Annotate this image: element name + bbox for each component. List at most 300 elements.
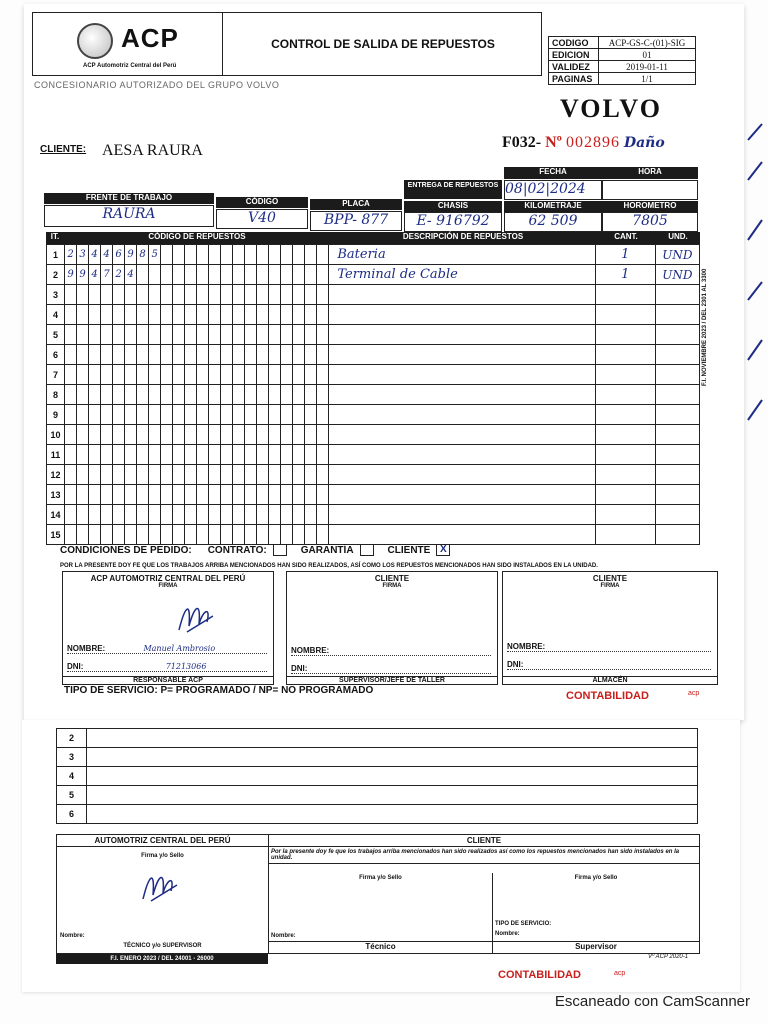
code-digit-cell[interactable]: 4 [125, 265, 137, 285]
code-digit-cell[interactable] [209, 365, 221, 385]
lower-item-cell[interactable] [87, 729, 698, 748]
code-digit-cell[interactable] [209, 325, 221, 345]
code-digit-cell[interactable] [221, 325, 233, 345]
code-digit-cell[interactable] [185, 525, 197, 545]
item-unit[interactable] [655, 485, 699, 505]
code-digit-cell[interactable] [245, 305, 257, 325]
item-unit[interactable] [655, 325, 699, 345]
code-digit-cell[interactable] [221, 445, 233, 465]
code-digit-cell[interactable] [245, 525, 257, 545]
code-digit-cell[interactable] [305, 345, 317, 365]
code-digit-cell[interactable] [185, 365, 197, 385]
item-quantity[interactable] [595, 345, 655, 365]
code-digit-cell[interactable] [233, 505, 245, 525]
code-digit-cell[interactable] [305, 425, 317, 445]
item-quantity[interactable] [595, 365, 655, 385]
code-digit-cell[interactable] [281, 325, 293, 345]
code-digit-cell[interactable] [89, 325, 101, 345]
code-digit-cell[interactable] [77, 465, 89, 485]
lower-item-cell[interactable] [87, 805, 698, 824]
code-digit-cell[interactable] [293, 365, 305, 385]
code-digit-cell[interactable] [221, 285, 233, 305]
garantia-checkbox[interactable] [360, 544, 374, 556]
code-digit-cell[interactable] [149, 425, 161, 445]
code-digit-cell[interactable] [209, 485, 221, 505]
code-digit-cell[interactable] [233, 245, 245, 265]
code-digit-cell[interactable] [317, 345, 329, 365]
contrato-checkbox[interactable] [273, 544, 287, 556]
code-digit-cell[interactable] [161, 305, 173, 325]
code-digit-cell[interactable] [245, 325, 257, 345]
item-quantity[interactable] [595, 385, 655, 405]
code-digit-cell[interactable] [317, 245, 329, 265]
code-digit-cell[interactable] [65, 485, 77, 505]
code-digit-cell[interactable] [185, 345, 197, 365]
code-digit-cell[interactable] [113, 385, 125, 405]
code-digit-cell[interactable] [101, 465, 113, 485]
code-digit-cell[interactable] [125, 385, 137, 405]
code-digit-cell[interactable] [305, 365, 317, 385]
code-digit-cell[interactable] [245, 385, 257, 405]
code-digit-cell[interactable] [269, 485, 281, 505]
code-digit-cell[interactable] [173, 485, 185, 505]
code-digit-cell[interactable] [65, 325, 77, 345]
code-digit-cell[interactable] [113, 285, 125, 305]
code-digit-cell[interactable] [269, 325, 281, 345]
code-digit-cell[interactable] [269, 505, 281, 525]
code-digit-cell[interactable] [173, 285, 185, 305]
code-digit-cell[interactable] [257, 445, 269, 465]
code-digit-cell[interactable] [137, 365, 149, 385]
code-digit-cell[interactable] [305, 285, 317, 305]
code-digit-cell[interactable] [197, 445, 209, 465]
code-digit-cell[interactable] [281, 345, 293, 365]
code-digit-cell[interactable] [209, 465, 221, 485]
code-digit-cell[interactable] [185, 245, 197, 265]
code-digit-cell[interactable] [65, 465, 77, 485]
code-digit-cell[interactable] [89, 285, 101, 305]
code-digit-cell[interactable] [317, 445, 329, 465]
code-digit-cell[interactable] [65, 425, 77, 445]
code-digit-cell[interactable] [89, 445, 101, 465]
code-digit-cell[interactable] [245, 265, 257, 285]
item-quantity[interactable] [595, 465, 655, 485]
code-digit-cell[interactable] [233, 445, 245, 465]
code-digit-cell[interactable] [233, 305, 245, 325]
code-digit-cell[interactable] [245, 365, 257, 385]
code-digit-cell[interactable] [89, 525, 101, 545]
code-digit-cell[interactable] [221, 485, 233, 505]
code-digit-cell[interactable] [77, 445, 89, 465]
code-digit-cell[interactable] [197, 285, 209, 305]
item-unit[interactable] [655, 385, 699, 405]
code-digit-cell[interactable] [257, 365, 269, 385]
code-digit-cell[interactable] [305, 245, 317, 265]
code-digit-cell[interactable] [161, 465, 173, 485]
code-digit-cell[interactable] [185, 445, 197, 465]
code-digit-cell[interactable] [77, 345, 89, 365]
code-digit-cell[interactable] [209, 345, 221, 365]
code-digit-cell[interactable] [125, 305, 137, 325]
code-digit-cell[interactable] [197, 405, 209, 425]
code-digit-cell[interactable] [173, 265, 185, 285]
code-digit-cell[interactable] [281, 525, 293, 545]
code-digit-cell[interactable] [221, 425, 233, 445]
code-digit-cell[interactable] [149, 485, 161, 505]
code-digit-cell[interactable] [317, 385, 329, 405]
code-digit-cell[interactable] [113, 405, 125, 425]
code-digit-cell[interactable]: 4 [101, 245, 113, 265]
code-digit-cell[interactable] [161, 405, 173, 425]
lower-item-cell[interactable] [87, 767, 698, 786]
code-digit-cell[interactable] [77, 325, 89, 345]
code-digit-cell[interactable] [89, 505, 101, 525]
code-digit-cell[interactable] [293, 265, 305, 285]
code-digit-cell[interactable] [101, 425, 113, 445]
code-digit-cell[interactable] [101, 525, 113, 545]
item-quantity[interactable] [595, 525, 655, 545]
code-digit-cell[interactable] [197, 485, 209, 505]
item-description[interactable] [329, 285, 595, 305]
code-digit-cell[interactable] [293, 505, 305, 525]
code-digit-cell[interactable] [305, 485, 317, 505]
code-digit-cell[interactable] [209, 505, 221, 525]
item-quantity[interactable] [595, 485, 655, 505]
code-digit-cell[interactable] [185, 425, 197, 445]
code-digit-cell[interactable] [113, 345, 125, 365]
code-digit-cell[interactable] [221, 505, 233, 525]
code-digit-cell[interactable]: 3 [77, 245, 89, 265]
code-digit-cell[interactable] [125, 285, 137, 305]
code-digit-cell[interactable] [161, 385, 173, 405]
code-digit-cell[interactable] [281, 385, 293, 405]
code-digit-cell[interactable] [257, 345, 269, 365]
code-digit-cell[interactable] [65, 385, 77, 405]
code-digit-cell[interactable] [161, 265, 173, 285]
code-digit-cell[interactable] [137, 325, 149, 345]
code-digit-cell[interactable] [185, 385, 197, 405]
code-digit-cell[interactable] [137, 425, 149, 445]
code-digit-cell[interactable] [245, 465, 257, 485]
code-digit-cell[interactable]: 7 [101, 265, 113, 285]
code-digit-cell[interactable] [125, 465, 137, 485]
code-digit-cell[interactable] [209, 425, 221, 445]
code-digit-cell[interactable] [173, 345, 185, 365]
code-digit-cell[interactable] [89, 305, 101, 325]
code-digit-cell[interactable] [89, 485, 101, 505]
code-digit-cell[interactable] [257, 305, 269, 325]
code-digit-cell[interactable] [137, 385, 149, 405]
code-digit-cell[interactable] [65, 345, 77, 365]
code-digit-cell[interactable] [221, 465, 233, 485]
code-digit-cell[interactable] [185, 405, 197, 425]
code-digit-cell[interactable] [137, 505, 149, 525]
item-unit[interactable] [655, 305, 699, 325]
code-digit-cell[interactable] [185, 285, 197, 305]
code-digit-cell[interactable] [197, 305, 209, 325]
item-description[interactable] [329, 385, 595, 405]
code-digit-cell[interactable] [209, 265, 221, 285]
code-digit-cell[interactable] [185, 265, 197, 285]
code-digit-cell[interactable] [89, 405, 101, 425]
code-digit-cell[interactable] [113, 485, 125, 505]
code-digit-cell[interactable] [77, 525, 89, 545]
code-digit-cell[interactable] [125, 485, 137, 505]
code-digit-cell[interactable] [209, 285, 221, 305]
code-digit-cell[interactable] [317, 285, 329, 305]
item-unit[interactable] [655, 505, 699, 525]
code-digit-cell[interactable] [137, 485, 149, 505]
code-digit-cell[interactable] [245, 245, 257, 265]
code-digit-cell[interactable] [173, 405, 185, 425]
code-digit-cell[interactable] [305, 445, 317, 465]
code-digit-cell[interactable] [257, 485, 269, 505]
code-digit-cell[interactable] [233, 385, 245, 405]
code-digit-cell[interactable] [257, 405, 269, 425]
item-description[interactable] [329, 485, 595, 505]
code-digit-cell[interactable] [233, 425, 245, 445]
code-digit-cell[interactable] [305, 505, 317, 525]
item-unit[interactable] [655, 525, 699, 545]
code-digit-cell[interactable] [149, 305, 161, 325]
code-digit-cell[interactable] [221, 525, 233, 545]
code-digit-cell[interactable] [161, 505, 173, 525]
code-digit-cell[interactable] [281, 285, 293, 305]
code-digit-cell[interactable] [125, 445, 137, 465]
code-digit-cell[interactable] [173, 305, 185, 325]
item-description[interactable] [329, 465, 595, 485]
code-digit-cell[interactable] [197, 345, 209, 365]
code-digit-cell[interactable] [245, 345, 257, 365]
code-digit-cell[interactable] [77, 505, 89, 525]
code-digit-cell[interactable] [281, 465, 293, 485]
item-description[interactable] [329, 525, 595, 545]
code-digit-cell[interactable] [101, 345, 113, 365]
code-digit-cell[interactable] [293, 445, 305, 465]
code-digit-cell[interactable] [161, 245, 173, 265]
item-unit[interactable] [655, 445, 699, 465]
code-digit-cell[interactable] [173, 365, 185, 385]
code-digit-cell[interactable] [125, 525, 137, 545]
code-digit-cell[interactable] [173, 505, 185, 525]
code-digit-cell[interactable] [137, 305, 149, 325]
code-digit-cell[interactable] [77, 425, 89, 445]
item-quantity[interactable] [595, 405, 655, 425]
code-digit-cell[interactable] [293, 405, 305, 425]
item-quantity[interactable] [595, 505, 655, 525]
code-digit-cell[interactable] [65, 505, 77, 525]
code-digit-cell[interactable] [161, 425, 173, 445]
code-digit-cell[interactable] [269, 365, 281, 385]
code-digit-cell[interactable] [281, 305, 293, 325]
code-digit-cell[interactable] [281, 245, 293, 265]
code-digit-cell[interactable] [185, 465, 197, 485]
code-digit-cell[interactable] [161, 345, 173, 365]
item-quantity[interactable]: 1 [595, 265, 655, 285]
code-digit-cell[interactable] [293, 325, 305, 345]
code-digit-cell[interactable] [113, 365, 125, 385]
code-digit-cell[interactable] [245, 405, 257, 425]
code-digit-cell[interactable] [113, 465, 125, 485]
code-digit-cell[interactable] [317, 465, 329, 485]
code-digit-cell[interactable] [257, 385, 269, 405]
code-digit-cell[interactable] [305, 525, 317, 545]
code-digit-cell[interactable] [221, 305, 233, 325]
code-digit-cell[interactable] [161, 445, 173, 465]
code-digit-cell[interactable] [89, 345, 101, 365]
code-digit-cell[interactable] [317, 325, 329, 345]
code-digit-cell[interactable] [221, 245, 233, 265]
code-digit-cell[interactable] [209, 245, 221, 265]
code-digit-cell[interactable] [221, 265, 233, 285]
code-digit-cell[interactable] [293, 245, 305, 265]
code-digit-cell[interactable] [77, 405, 89, 425]
code-digit-cell[interactable] [209, 305, 221, 325]
code-digit-cell[interactable] [257, 505, 269, 525]
code-digit-cell[interactable] [173, 245, 185, 265]
code-digit-cell[interactable] [281, 505, 293, 525]
item-unit[interactable] [655, 405, 699, 425]
item-quantity[interactable] [595, 445, 655, 465]
code-digit-cell[interactable] [233, 405, 245, 425]
code-digit-cell[interactable] [209, 405, 221, 425]
code-digit-cell[interactable] [149, 285, 161, 305]
code-digit-cell[interactable] [305, 405, 317, 425]
code-digit-cell[interactable] [65, 445, 77, 465]
code-digit-cell[interactable] [233, 345, 245, 365]
code-digit-cell[interactable] [137, 405, 149, 425]
item-unit[interactable] [655, 365, 699, 385]
code-digit-cell[interactable] [269, 265, 281, 285]
code-digit-cell[interactable] [281, 365, 293, 385]
code-digit-cell[interactable] [77, 285, 89, 305]
code-digit-cell[interactable] [317, 265, 329, 285]
code-digit-cell[interactable] [173, 325, 185, 345]
code-digit-cell[interactable] [161, 365, 173, 385]
code-digit-cell[interactable] [269, 285, 281, 305]
code-digit-cell[interactable] [293, 485, 305, 505]
code-digit-cell[interactable] [245, 425, 257, 445]
code-digit-cell[interactable] [77, 305, 89, 325]
code-digit-cell[interactable] [233, 285, 245, 305]
code-digit-cell[interactable] [257, 245, 269, 265]
code-digit-cell[interactable] [269, 425, 281, 445]
code-digit-cell[interactable] [65, 285, 77, 305]
item-quantity[interactable]: 1 [595, 245, 655, 265]
code-digit-cell[interactable] [65, 305, 77, 325]
code-digit-cell[interactable] [197, 425, 209, 445]
code-digit-cell[interactable] [293, 465, 305, 485]
code-digit-cell[interactable] [101, 445, 113, 465]
code-digit-cell[interactable] [245, 485, 257, 505]
code-digit-cell[interactable] [149, 525, 161, 545]
code-digit-cell[interactable] [317, 365, 329, 385]
code-digit-cell[interactable] [185, 505, 197, 525]
item-description[interactable] [329, 505, 595, 525]
code-digit-cell[interactable] [221, 385, 233, 405]
code-digit-cell[interactable] [305, 325, 317, 345]
item-unit[interactable]: UND [655, 265, 699, 285]
code-digit-cell[interactable] [173, 425, 185, 445]
code-digit-cell[interactable] [281, 265, 293, 285]
code-digit-cell[interactable] [149, 365, 161, 385]
code-digit-cell[interactable] [113, 305, 125, 325]
code-digit-cell[interactable]: 9 [77, 265, 89, 285]
code-digit-cell[interactable]: 9 [65, 265, 77, 285]
code-digit-cell[interactable] [233, 465, 245, 485]
code-digit-cell[interactable] [197, 385, 209, 405]
code-digit-cell[interactable] [77, 365, 89, 385]
item-description[interactable]: Bateria [329, 245, 595, 265]
code-digit-cell[interactable] [149, 385, 161, 405]
code-digit-cell[interactable] [281, 425, 293, 445]
code-digit-cell[interactable] [89, 385, 101, 405]
code-digit-cell[interactable]: 4 [89, 245, 101, 265]
code-digit-cell[interactable] [281, 445, 293, 465]
item-description[interactable] [329, 305, 595, 325]
item-unit[interactable] [655, 425, 699, 445]
code-digit-cell[interactable] [221, 405, 233, 425]
code-digit-cell[interactable]: 6 [113, 245, 125, 265]
code-digit-cell[interactable] [137, 285, 149, 305]
code-digit-cell[interactable] [197, 245, 209, 265]
code-digit-cell[interactable] [149, 405, 161, 425]
item-quantity[interactable] [595, 285, 655, 305]
code-digit-cell[interactable] [101, 365, 113, 385]
code-digit-cell[interactable] [137, 445, 149, 465]
code-digit-cell[interactable] [185, 485, 197, 505]
code-digit-cell[interactable] [89, 365, 101, 385]
code-digit-cell[interactable] [257, 265, 269, 285]
code-digit-cell[interactable]: 8 [137, 245, 149, 265]
code-digit-cell[interactable] [137, 525, 149, 545]
code-digit-cell[interactable] [113, 525, 125, 545]
code-digit-cell[interactable] [221, 365, 233, 385]
item-description[interactable] [329, 325, 595, 345]
code-digit-cell[interactable]: 4 [89, 265, 101, 285]
code-digit-cell[interactable] [197, 525, 209, 545]
code-digit-cell[interactable] [317, 405, 329, 425]
code-digit-cell[interactable] [137, 345, 149, 365]
item-quantity[interactable] [595, 425, 655, 445]
code-digit-cell[interactable] [293, 525, 305, 545]
item-unit[interactable] [655, 345, 699, 365]
code-digit-cell[interactable] [209, 385, 221, 405]
code-digit-cell[interactable] [149, 265, 161, 285]
code-digit-cell[interactable] [269, 385, 281, 405]
code-digit-cell[interactable] [161, 325, 173, 345]
code-digit-cell[interactable] [125, 425, 137, 445]
code-digit-cell[interactable] [305, 265, 317, 285]
code-digit-cell[interactable] [257, 285, 269, 305]
code-digit-cell[interactable] [125, 325, 137, 345]
code-digit-cell[interactable] [173, 445, 185, 465]
code-digit-cell[interactable] [257, 425, 269, 445]
code-digit-cell[interactable] [257, 465, 269, 485]
code-digit-cell[interactable] [185, 325, 197, 345]
code-digit-cell[interactable] [137, 465, 149, 485]
lower-item-cell[interactable] [87, 748, 698, 767]
code-digit-cell[interactable] [245, 445, 257, 465]
code-digit-cell[interactable] [161, 525, 173, 545]
item-description[interactable] [329, 445, 595, 465]
code-digit-cell[interactable] [281, 485, 293, 505]
code-digit-cell[interactable] [197, 465, 209, 485]
code-digit-cell[interactable] [101, 485, 113, 505]
item-description[interactable] [329, 345, 595, 365]
code-digit-cell[interactable] [209, 525, 221, 545]
code-digit-cell[interactable] [269, 525, 281, 545]
